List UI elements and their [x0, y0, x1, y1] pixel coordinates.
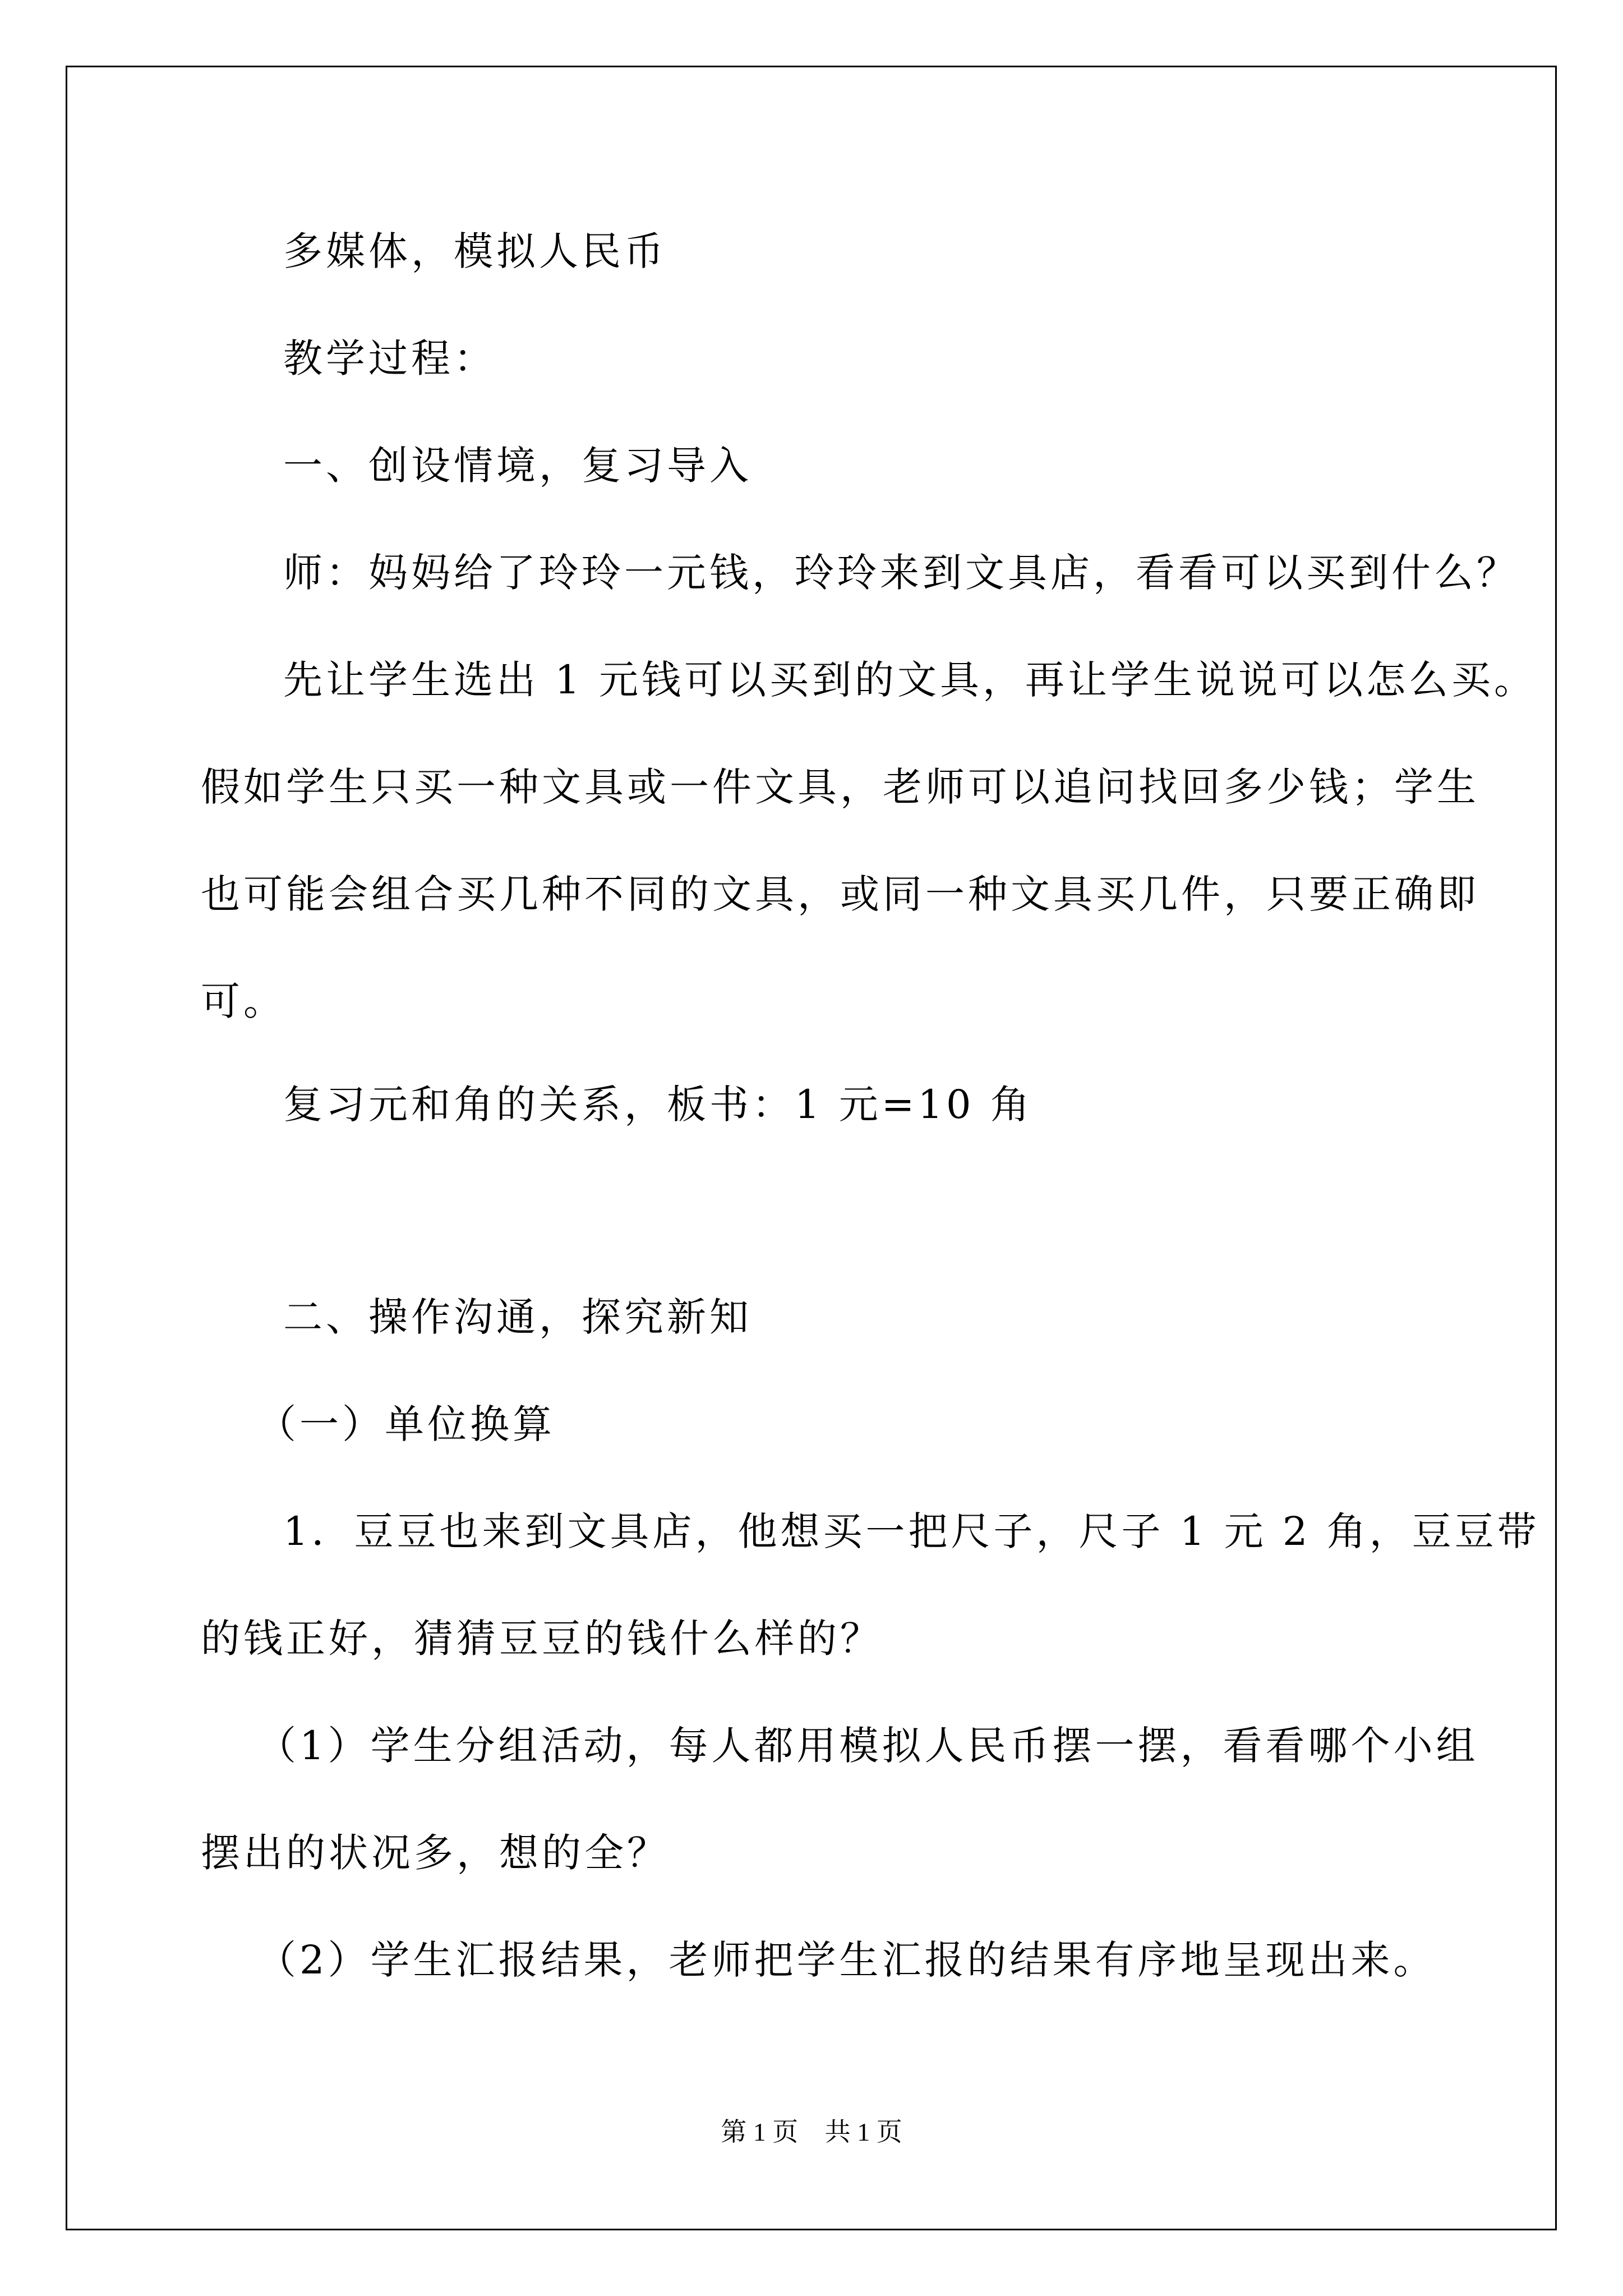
paragraph-line: 摆出的状况多，想的全？	[201, 1830, 670, 1876]
paragraph-line: 的钱正好，猜猜豆豆的钱什么样的？	[201, 1616, 883, 1662]
page-number: 第 1 页	[721, 2118, 799, 2146]
section-heading: 二、操作沟通，探究新知	[283, 1294, 752, 1340]
page-border	[66, 66, 1557, 2230]
paragraph-line: 可。	[201, 978, 286, 1024]
paragraph-line: 假如学生只买一种文具或一件文具，老师可以追问找回多少钱；学生	[201, 764, 1479, 810]
paragraph-line: 也可能会组合买几种不同的文具，或同一种文具买几件，只要正确即	[201, 871, 1479, 917]
paragraph-line: 1．豆豆也来到文具店，他想买一把尺子，尺子 1 元 2 角，豆豆带	[283, 1508, 1540, 1554]
page-total: 共 1 页	[824, 2118, 902, 2146]
section-heading: 教学过程：	[283, 335, 496, 381]
subsection-heading: （一）单位换算	[257, 1401, 555, 1447]
paragraph-line: （1）学生分组活动，每人都用模拟人民币摆一摆，看看哪个小组	[257, 1723, 1479, 1769]
section-heading: 一、创设情境，复习导入	[283, 443, 752, 489]
paragraph-line: 复习元和角的关系，板书：1 元=10 角	[283, 1082, 1033, 1128]
paragraph-line: 先让学生选出 1 元钱可以买到的文具，再让学生说说可以怎么买。	[283, 657, 1537, 703]
paragraph-line: 多媒体，模拟人民币	[283, 228, 667, 274]
page-footer	[0, 2119, 1623, 2145]
paragraph-line: （2）学生汇报结果，老师把学生汇报的结果有序地呈现出来。	[257, 1937, 1436, 1983]
paragraph-line: 师：妈妈给了玲玲一元钱，玲玲来到文具店，看看可以买到什么？	[283, 550, 1519, 596]
